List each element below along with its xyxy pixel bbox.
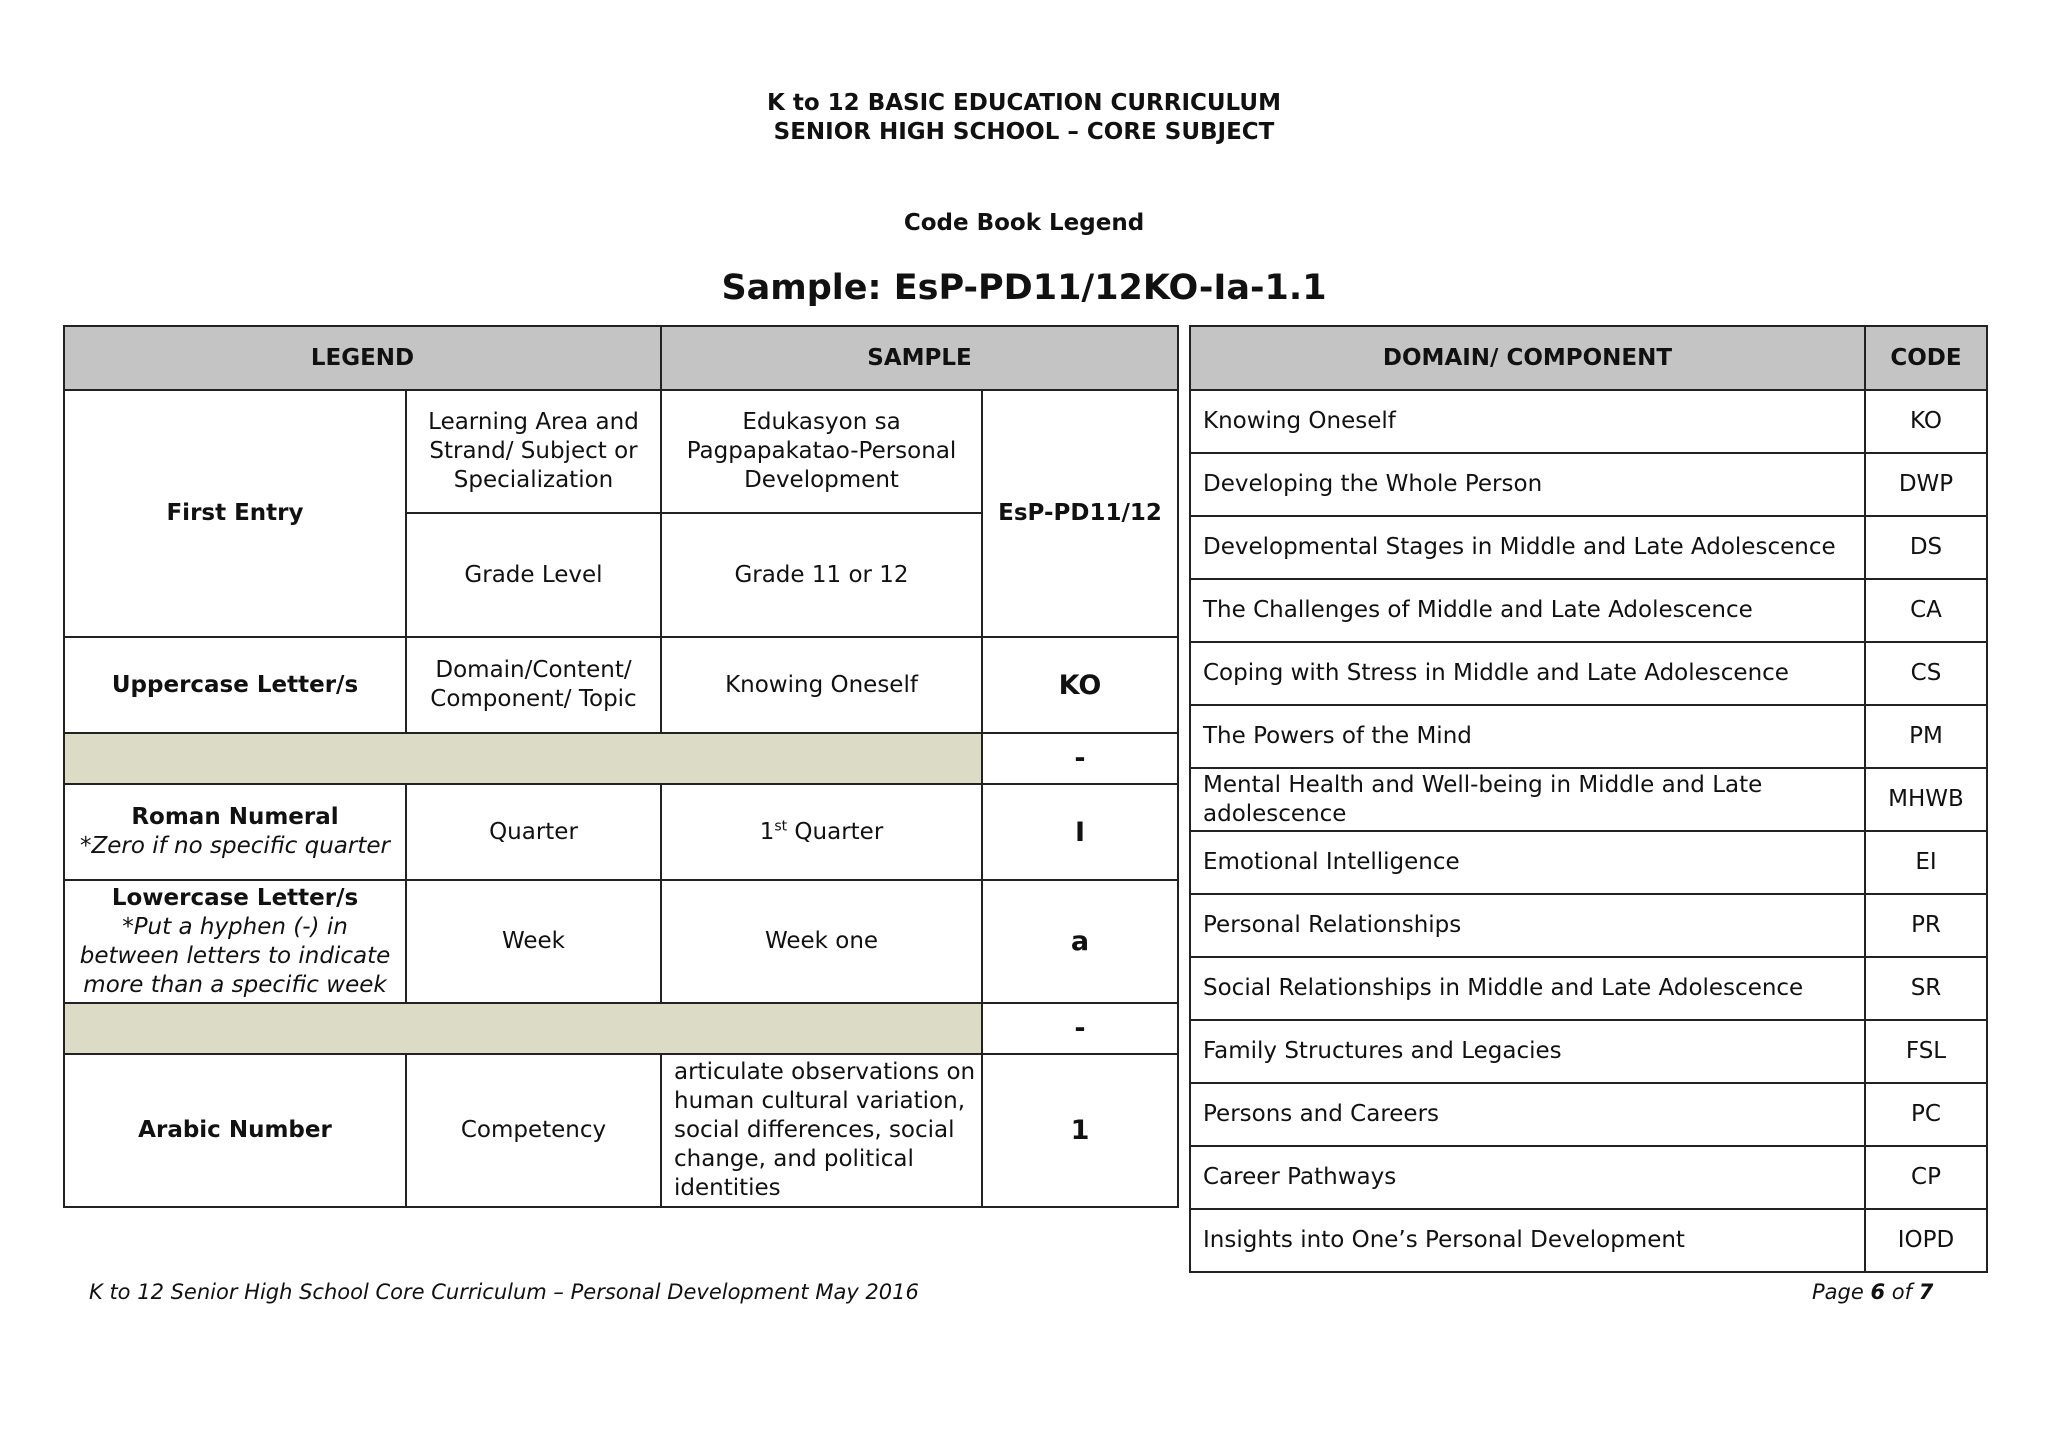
quarter-label: Quarter [406,784,661,880]
domain-name: Insights into One’s Personal Development [1190,1209,1865,1272]
domain-name: Developmental Stages in Middle and Late Adolescence [1190,516,1865,579]
domain-code: PR [1865,894,1987,957]
domain-name: Emotional Intelligence [1190,831,1865,894]
lowercase-label [64,880,406,1003]
domain-row [1190,957,1987,1020]
domain-code: CA [1865,579,1987,642]
domain-name: Personal Relationships [1190,894,1865,957]
domain-column-header: DOMAIN/ COMPONENT [1190,326,1865,390]
week-sample: Week one [661,880,982,1003]
domain-row [1190,768,1987,831]
separator-row-shaded [64,733,982,784]
domain-code: DWP [1865,453,1987,516]
quarter-code: I [982,784,1178,880]
first-entry-label: First Entry [64,390,406,637]
week-code: a [982,880,1178,1003]
grade-level-sample: Grade 11 or 12 [661,513,982,637]
domain-row [1190,579,1987,642]
code-book-legend-heading: Code Book Legend [903,210,1145,236]
domain-row [1190,705,1987,768]
legend-table [63,325,1179,1208]
domain-row [1190,390,1987,453]
domain-name: Family Structures and Legacies [1190,1020,1865,1083]
domain-code: IOPD [1865,1209,1987,1272]
domain-row [1190,453,1987,516]
domain-name: Knowing Oneself [1190,390,1865,453]
domain-name: The Powers of the Mind [1190,705,1865,768]
domain-code: MHWB [1865,768,1987,831]
code-column-header: CODE [1865,326,1987,390]
domain-code: PC [1865,1083,1987,1146]
competency-label: Competency [406,1054,661,1207]
hyphen-separator-2: - [982,1003,1178,1054]
hyphen-separator: - [982,733,1178,784]
domain-content-label: Domain/Content/ Component/ Topic [406,637,661,733]
domain-component-table [1189,325,1988,1273]
domain-name: Social Relationships in Middle and Late Adolescence [1190,957,1865,1020]
document-subtitle: SENIOR HIGH SCHOOL – CORE SUBJECT [773,119,1275,145]
separator-row-shaded-2 [64,1003,982,1054]
competency-sample: articulate observations on human cultural variation, social differences, social change, and political identities [661,1054,982,1207]
domain-sample: Knowing Oneself [661,637,982,733]
domain-name: Developing the Whole Person [1190,453,1865,516]
domain-name: Persons and Careers [1190,1083,1865,1146]
domain-row [1190,1020,1987,1083]
domain-code: EI [1865,831,1987,894]
quarter-sample: 1st Quarter [661,784,982,880]
first-entry-code: EsP-PD11/12 [982,390,1178,637]
learning-area-sample: Edukasyon sa Pagpapakatao-Personal Development [661,390,982,513]
domain-code: FSL [1865,1020,1987,1083]
domain-row [1190,1146,1987,1209]
domain-row [1190,516,1987,579]
domain-name: Career Pathways [1190,1146,1865,1209]
week-label: Week [406,880,661,1003]
grade-level-label: Grade Level [406,513,661,637]
domain-code: DS [1865,516,1987,579]
learning-area-label: Learning Area and Strand/ Subject or Specialization [406,390,661,513]
footer-document-info: K to 12 Senior High School Core Curriculum – Personal Development May 2016 [89,1280,919,1304]
sample-column-header: SAMPLE [661,326,1178,390]
lowercase-title: Lowercase Letter/s [111,884,359,911]
domain-row [1190,642,1987,705]
roman-numeral-title: Roman Numeral [131,804,339,830]
domain-row [1190,831,1987,894]
competency-code: 1 [982,1054,1178,1207]
domain-code: CS [1865,642,1987,705]
sample-code-heading: Sample: EsP-PD11/12KO-Ia-1.1 [721,268,1327,308]
domain-code: CP [1865,1146,1987,1209]
domain-row [1190,1083,1987,1146]
domain-name: Mental Health and Well-being in Middle and Late adolescence [1190,768,1865,831]
arabic-number-label: Arabic Number [64,1054,406,1207]
footer-page-number: Page 6 of 7 [1812,1280,1934,1304]
roman-numeral-label [64,784,406,880]
domain-code: KO [1865,390,1987,453]
domain-row [1190,894,1987,957]
domain-code: KO [982,637,1178,733]
domain-code: SR [1865,957,1987,1020]
uppercase-label: Uppercase Letter/s [64,637,406,733]
lowercase-note: *Put a hyphen (-) in between letters to indicate more than a specific week [79,913,391,998]
legend-column-header: LEGEND [64,326,661,390]
domain-code: PM [1865,705,1987,768]
domain-name: Coping with Stress in Middle and Late Adolescence [1190,642,1865,705]
document-title: K to 12 BASIC EDUCATION CURRICULUM [767,90,1281,116]
domain-row [1190,1209,1987,1272]
roman-numeral-note: *Zero if no specific quarter [80,833,390,859]
domain-name: The Challenges of Middle and Late Adolescence [1190,579,1865,642]
